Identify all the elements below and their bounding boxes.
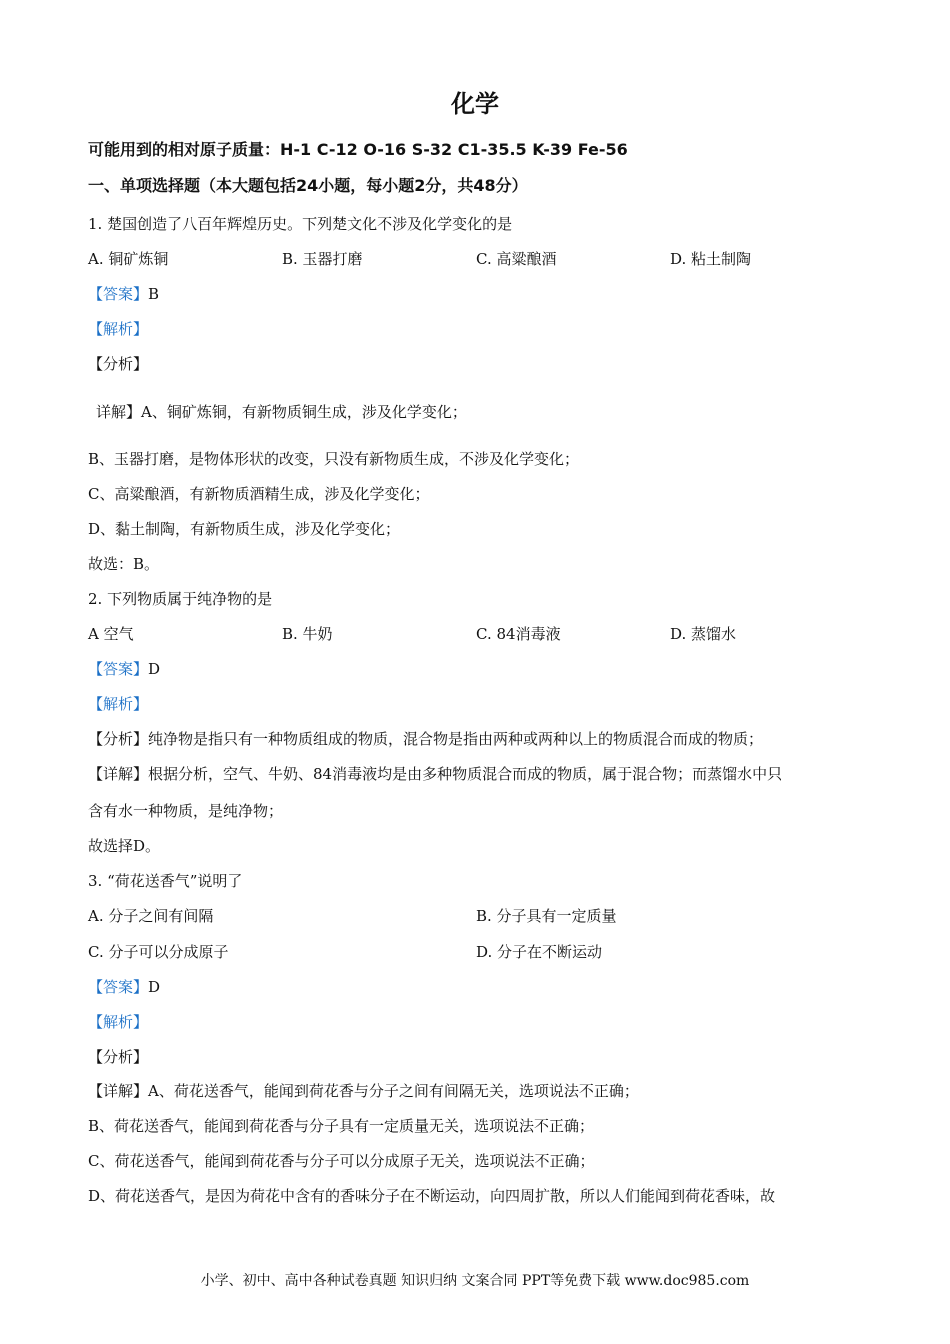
q2-option-b: B. 牛奶 bbox=[282, 625, 333, 643]
answer-tag: 【答案】 bbox=[88, 660, 149, 678]
q1-detail-b: B、玉器打磨，是物体形状的改变，只没有新物质生成，不涉及化学变化； bbox=[88, 450, 580, 468]
q2-option-d: D. 蒸馏水 bbox=[670, 625, 737, 643]
q2-detail-line1: 【详解】根据分析，空气、牛奶、84消毒液均是由多种物质混合而成的物质，属于混合物；而蒸馏水中只 bbox=[88, 765, 783, 783]
q1-analysis-tag: 【解析】 bbox=[88, 320, 149, 338]
q1-fenxi: 【分析】 bbox=[88, 355, 149, 373]
q2-option-c: C. 84消毒液 bbox=[476, 625, 561, 643]
q1-conclusion: 故选：B。 bbox=[88, 555, 160, 573]
q3-detail-d: D、荷花送香气，是因为荷花中含有的香味分子在不断运动，向四周扩散，所以人们能闻到荷花香味，故 bbox=[88, 1187, 776, 1205]
q3-analysis-tag: 【解析】 bbox=[88, 1013, 149, 1031]
q3-option-c: C. 分子可以分成原子 bbox=[88, 943, 229, 961]
q1-answer bbox=[88, 284, 159, 304]
page-footer: 小学、初中、高中各种试卷真题 知识归纳 文案合同 PPT等免费下载 www.doc985.com bbox=[200, 1273, 750, 1289]
q2-analysis-tag: 【解析】 bbox=[88, 695, 149, 713]
q2-answer bbox=[88, 659, 160, 679]
q3-detail: 【详解】A、荷花送香气，能闻到荷花香与分子之间有间隔无关，选项说法不正确； bbox=[88, 1082, 639, 1100]
q2-option-a: A 空气 bbox=[88, 625, 134, 643]
q2-stem: 2. 下列物质属于纯净物的是 bbox=[88, 590, 273, 608]
q1-option-a: A. 铜矿炼铜 bbox=[88, 250, 169, 268]
page-title: 化学 bbox=[451, 90, 499, 118]
q3-detail-c: C、荷花送香气，能闻到荷花香与分子可以分成原子无关，选项说法不正确； bbox=[88, 1152, 595, 1170]
q3-option-a: A. 分子之间有间隔 bbox=[88, 907, 214, 925]
q3-detail-b: B、荷花送香气，能闻到荷花香与分子具有一定质量无关，选项说法不正确； bbox=[88, 1117, 595, 1135]
q3-fenxi: 【分析】 bbox=[88, 1048, 149, 1066]
q3-answer bbox=[88, 977, 160, 997]
q1-detail-c: C、高粱酿酒，有新物质酒精生成，涉及化学变化； bbox=[88, 485, 430, 503]
answer-tag: 【答案】 bbox=[88, 978, 149, 996]
q3-option-b: B. 分子具有一定质量 bbox=[476, 907, 617, 925]
q2-conclusion: 故选择D。 bbox=[88, 837, 161, 855]
answer-value: D bbox=[148, 660, 161, 678]
q1-option-d: D. 粘土制陶 bbox=[670, 250, 752, 268]
q1-option-b: B. 玉器打磨 bbox=[282, 250, 363, 268]
q2-detail-line2: 含有水一种物质，是纯净物； bbox=[88, 802, 284, 820]
q1-stem: 1. 楚国创造了八百年辉煌历史。下列楚文化不涉及化学变化的是 bbox=[88, 215, 513, 233]
atomic-masses: 可能用到的相对原子质量：H-1 C-12 O-16 S-32 C1-35.5 K-39 Fe-56 bbox=[88, 140, 628, 159]
answer-value: B bbox=[148, 285, 160, 303]
q1-detail: 详解】A、铜矿炼铜，有新物质铜生成，涉及化学变化； bbox=[96, 403, 467, 421]
section-heading: 一、单项选择题（本大题包括24小题，每小题2分，共48分） bbox=[88, 176, 528, 195]
q1-detail-d: D、黏土制陶，有新物质生成，涉及化学变化； bbox=[88, 520, 401, 538]
q1-option-c: C. 高粱酿酒 bbox=[476, 250, 557, 268]
answer-value: D bbox=[148, 978, 161, 996]
answer-tag: 【答案】 bbox=[88, 285, 149, 303]
q3-stem: 3. “荷花送香气”说明了 bbox=[88, 872, 243, 890]
q2-fenxi: 【分析】纯净物是指只有一种物质组成的物质，混合物是指由两种或两种以上的物质混合而成的物质； bbox=[88, 730, 764, 748]
q3-option-d: D. 分子在不断运动 bbox=[476, 943, 603, 961]
